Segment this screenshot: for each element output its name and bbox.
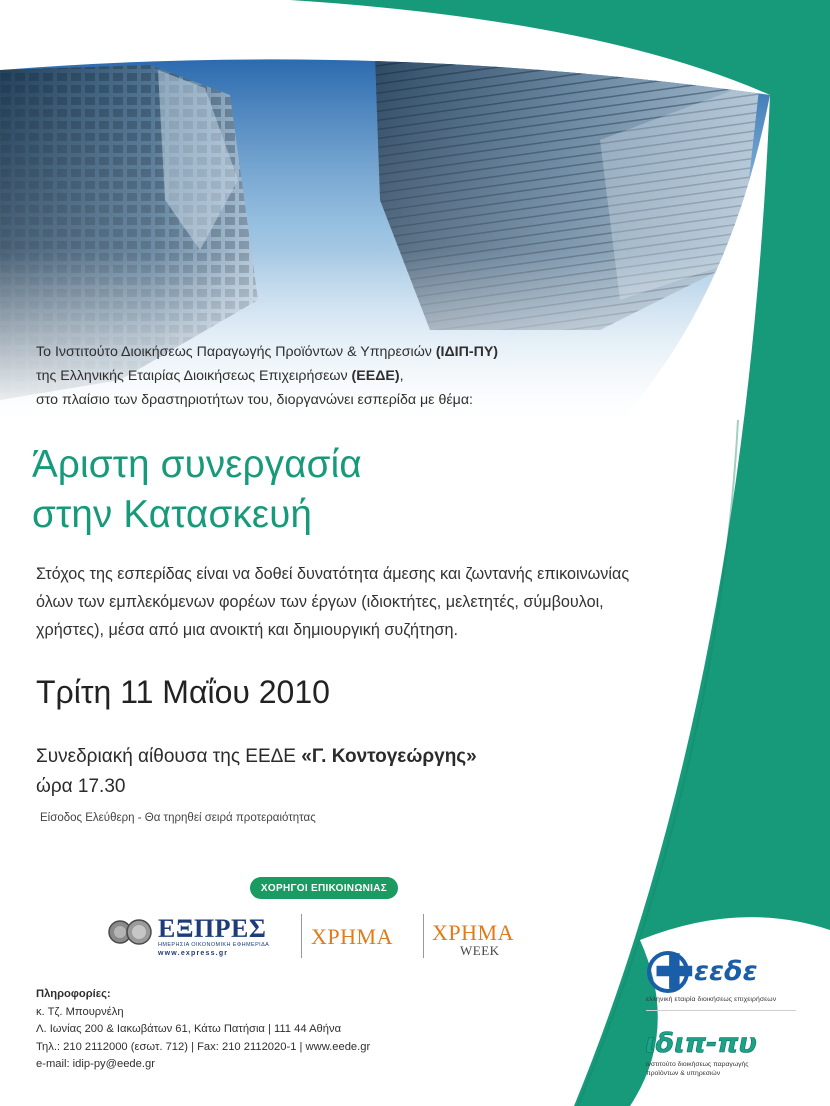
event-title bbox=[32, 440, 362, 540]
event-title-line-1: Άριστη συνεργασία bbox=[32, 443, 362, 486]
idip-caption: ινστιτούτο διοικήσεως παραγωγής προϊόντων & υπηρεσιών bbox=[646, 1061, 749, 1077]
express-logo-word: ΕΞΠΡΕΣ bbox=[158, 914, 267, 943]
contact-header: Πληροφορίες: bbox=[36, 988, 111, 1000]
venue-line: Συνεδριακή αίθουσα της ΕΕΔΕ «Γ. Κοντογεώργης» bbox=[36, 746, 477, 767]
contact-email: e-mail: idip-py@eede.gr bbox=[36, 1058, 155, 1071]
chrima-week-label: WEEK bbox=[460, 943, 500, 958]
idip-abbreviation: (ΙΔΙΠ-ΠΥ) bbox=[435, 344, 499, 360]
event-venue bbox=[36, 742, 477, 802]
idip-logo-mark: ιδιπ-πυ bbox=[645, 1028, 757, 1059]
contact-person: κ. Τζ. Μπουρνέλη bbox=[36, 1005, 124, 1018]
event-title-line-2: στην Κατασκευή bbox=[32, 493, 313, 536]
entry-note: Είσοδος Ελεύθερη - Θα τηρηθεί σειρά προτεραιότητας bbox=[40, 812, 316, 824]
express-coins-icon bbox=[108, 916, 154, 948]
chrima-week-logo: ΧΡΗΜΑ bbox=[432, 920, 514, 945]
idip-logo bbox=[645, 1024, 795, 1060]
event-date: Τρίτη 11 Μαΐου 2010 bbox=[36, 674, 330, 710]
contact-address: Λ. Ιωνίας 200 & Ιακωβάτων 61, Κάτω Πατήσια | 111 44 Αθήνα bbox=[36, 1023, 342, 1036]
venue-hall-name: «Γ. Κοντογεώργης» bbox=[301, 746, 477, 767]
contact-phones: Τηλ.: 210 2112000 (εσωτ. 712) | Fax: 210 2112020-1 | www.eede.gr bbox=[36, 1040, 371, 1053]
contact-info bbox=[36, 986, 370, 1074]
express-tagline: ΗΜΕΡΗΣΙΑ ΟΙΚΟΝΟΜΙΚΗ ΕΦΗΜΕΡΙΔΑ bbox=[158, 942, 270, 948]
eede-abbreviation: (ΕΕΔΕ) bbox=[351, 368, 400, 384]
description-line-1: Στόχος της εσπερίδας είναι να δοθεί δυνατότητα άμεσης και ζωντανής επικοινωνίας bbox=[36, 565, 630, 583]
logo-divider bbox=[646, 1010, 796, 1011]
sponsor-divider bbox=[423, 914, 424, 958]
intro-paragraph bbox=[36, 340, 498, 412]
chrima-logo: ΧΡΗΜΑ bbox=[311, 924, 393, 949]
eede-logo bbox=[644, 947, 794, 995]
eede-caption: ελληνική εταιρία διοικήσεως επιχειρήσεων bbox=[646, 996, 777, 1003]
intro-line-1: Το Ινστιτούτο Διοικήσεως Παραγωγής Προϊόντων & Υπηρεσιών (ΙΔΙΠ-ΠΥ) bbox=[36, 344, 499, 360]
sponsor-divider bbox=[301, 914, 302, 958]
sponsor-logos bbox=[108, 912, 548, 964]
event-time: ώρα 17.30 bbox=[36, 776, 126, 797]
intro-line-3: στο πλαίσιο των δραστηριοτήτων του, διοργανώνει εσπερίδα με θέμα: bbox=[36, 392, 473, 408]
intro-line-2: της Ελληνικής Εταιρίας Διοικήσεως Επιχειρήσεων (ΕΕΔΕ), bbox=[36, 368, 404, 384]
media-sponsors-badge: ΧΟΡΗΓΟΙ ΕΠΙΚΟΙΝΩΝΙΑΣ bbox=[250, 877, 398, 899]
eede-logo-mark: εεδε bbox=[694, 956, 758, 987]
description-line-3: χρήστες), μέσα από μια ανοικτή και δημιουργική συζήτηση. bbox=[36, 621, 458, 639]
description-line-2: όλων των εμπλεκόμενων φορέων των έργων (ιδιοκτήτες, μελετητές, σύμβουλοι, bbox=[36, 593, 604, 611]
event-description bbox=[36, 560, 629, 644]
express-url: www.express.gr bbox=[158, 950, 229, 957]
